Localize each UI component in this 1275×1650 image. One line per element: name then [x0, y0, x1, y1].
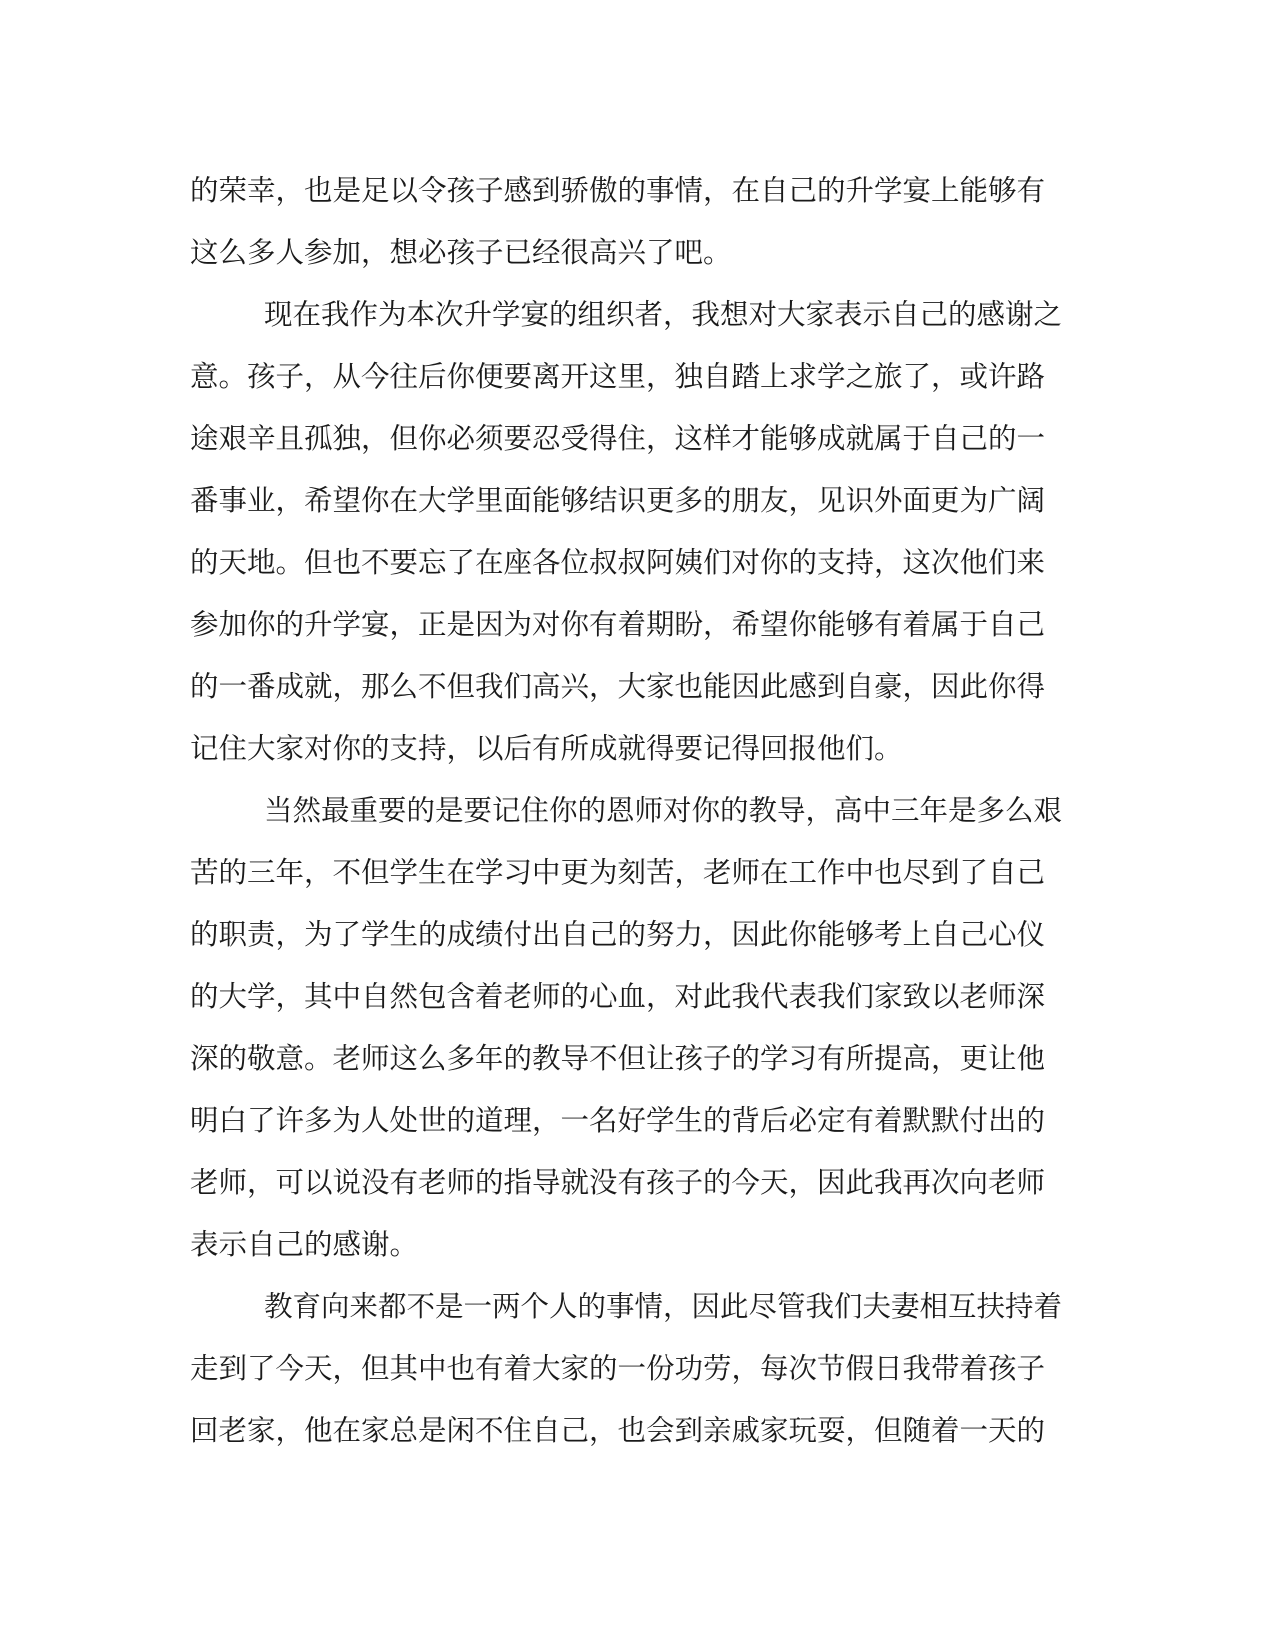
paragraph-first-line: 当然最重要的是要记住你的恩师对你的教导，高中三年是多么艰: [264, 794, 1063, 827]
paragraph-first-line: 教育向来都不是一两个人的事情，因此尽管我们夫妻相互扶持着: [264, 1290, 1063, 1323]
text-line: 参加你的升学宴，正是因为对你有着期盼，希望你能够有着属于自己: [190, 608, 1046, 641]
text-line: 的职责，为了学生的成绩付出自己的努力，因此你能够考上自己心仪: [190, 918, 1046, 951]
text-line: 的一番成就，那么不但我们高兴，大家也能因此感到自豪，因此你得: [190, 670, 1046, 703]
text-line: 的大学，其中自然包含着老师的心血，对此我代表我们家致以老师深: [190, 980, 1046, 1013]
text-line: 这么多人参加，想必孩子已经很高兴了吧。: [190, 236, 732, 269]
text-line: 的荣幸，也是足以令孩子感到骄傲的事情，在自己的升学宴上能够有: [190, 174, 1046, 207]
text-line: 表示自己的感谢。: [190, 1228, 419, 1261]
text-line: 番事业，希望你在大学里面能够结识更多的朋友，见识外面更为广阔: [190, 484, 1046, 517]
text-line: 记住大家对你的支持，以后有所成就得要记得回报他们。: [190, 732, 903, 765]
text-line: 走到了今天，但其中也有着大家的一份功劳，每次节假日我带着孩子: [190, 1352, 1046, 1385]
text-line: 回老家，他在家总是闲不住自己，也会到亲戚家玩耍，但随着一天的: [190, 1414, 1046, 1447]
text-line: 途艰辛且孤独，但你必须要忍受得住，这样才能够成就属于自己的一: [190, 422, 1046, 455]
paragraph-first-line: 现在我作为本次升学宴的组织者，我想对大家表示自己的感谢之: [264, 298, 1063, 331]
text-line: 苦的三年，不但学生在学习中更为刻苦，老师在工作中也尽到了自己: [190, 856, 1046, 889]
text-line: 的天地。但也不要忘了在座各位叔叔阿姨们对你的支持，这次他们来: [190, 546, 1046, 579]
document-body: [190, 160, 1090, 1462]
text-line: 深的敬意。老师这么多年的教导不但让孩子的学习有所提高，更让他: [190, 1042, 1046, 1075]
text-line: 老师，可以说没有老师的指导就没有孩子的今天，因此我再次向老师: [190, 1166, 1046, 1199]
text-line: 意。孩子，从今往后你便要离开这里，独自踏上求学之旅了，或许路: [190, 360, 1046, 393]
text-line: 明白了许多为人处世的道理，一名好学生的背后必定有着默默付出的: [190, 1104, 1046, 1137]
